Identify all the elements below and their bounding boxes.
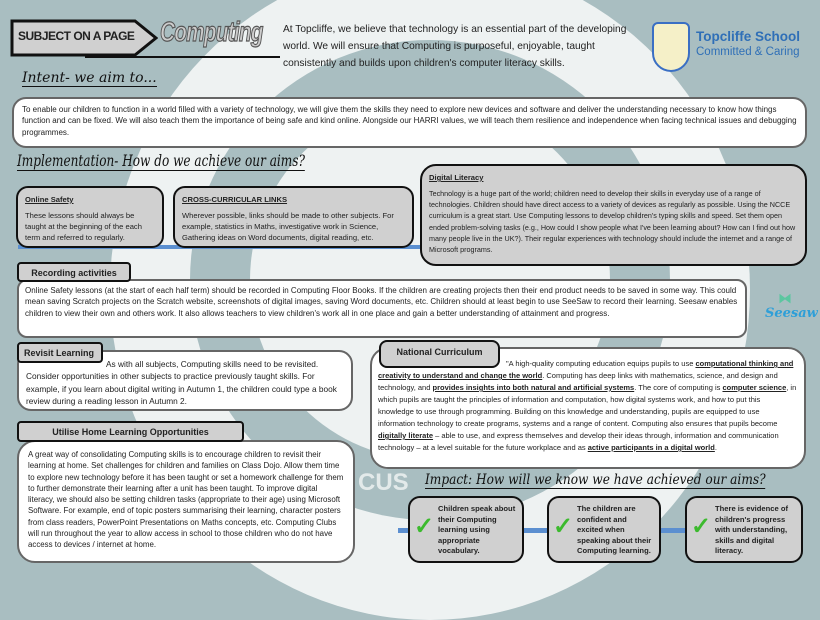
- nc-text: . Computing has deep links with mathematics, science, and design and technology, and: [378, 371, 778, 392]
- nc-text: .: [714, 443, 717, 452]
- impact-heading: Impact: How will we know we have achieved our aims?: [425, 472, 766, 488]
- nc-text: , in which pupils are taught the principles of information and computation, how digital systems work, and how to put this knowledge to use through programming. Building on this knowledge and understanding, pupils are equipped to use information technology to create programs, systems and a range of content. Computing also ensures that pupils become: [378, 383, 797, 428]
- online-safety-title: Online Safety: [25, 195, 74, 204]
- cross-curricular-text: Wherever possible, links should be made to other subjects. For example, statistics in Maths, investigative work in Science, Gathering ideas on Word documents, digital reading, etc.: [182, 211, 394, 242]
- check-icon: ✓: [414, 513, 435, 540]
- nc-highlight: digitally literate: [378, 431, 434, 440]
- online-safety-card: [16, 186, 164, 248]
- school-motto: Committed & Caring: [696, 46, 800, 58]
- watermark: CUS: [358, 469, 409, 496]
- digital-literacy-title: Digital Literacy: [429, 173, 484, 182]
- subject-underline: [85, 56, 280, 58]
- cross-curricular-card: [173, 186, 414, 248]
- intent-heading: Intent- we aim to...: [22, 70, 157, 86]
- intro-text: At Topcliffe, we believe that technology is an essential part of the developing world. We will ensure that Computing is purposeful, enjoyable, taught consistently and builds upon children's computer literacy skills.: [283, 24, 627, 69]
- nc-text: "A high-quality computing education equips pupils to use: [506, 359, 696, 368]
- implementation-heading: Implementation- How do we achieve our aims?: [17, 152, 305, 170]
- intent-box: To enable our children to function in a world filled with a variety of technology, we will give them the skills they need to explore new devices and software and deliver the understanding necessary to know how things function and can be fixed. We will also teach them the importance of being safe and kind online. Alongside our HARRI values, we will teach them resilience and independence when facing technical issues and debugging programmes.: [12, 97, 807, 148]
- national-curriculum-tab: National Curriculum: [379, 340, 500, 368]
- online-safety-text: These lessons should always be taught at the beginning of the each term and referred to regularly.: [25, 211, 142, 242]
- nc-highlight: computational thinking and creativity to understand and change the world: [378, 359, 794, 380]
- digital-literacy-card: [420, 164, 807, 266]
- revisit-text: As with all subjects, Computing skills need to be revisited. Consider opportunities in other subjects to practice previously taught skills. For example, if you learn about digital writing in Autumn 1, the children could type a book review during a reading lesson in Autumn 2.: [26, 359, 337, 407]
- school-name: Topcliffe School: [696, 29, 800, 44]
- watermark: REMEMBER: [296, 156, 413, 178]
- seesaw-logo-text: Seesaw: [765, 306, 818, 321]
- impact-card: [685, 496, 803, 563]
- check-icon: ✓: [691, 513, 712, 540]
- impact-text: There is evidence of children's progress with understanding, skills and digital literacy.: [715, 504, 789, 555]
- seesaw-logo-icon: ⧓: [778, 290, 792, 306]
- subject-title: Computing: [160, 16, 263, 47]
- impact-text: The children are confident and excited when speaking about their Computing learning.: [577, 504, 652, 555]
- digital-literacy-text: Technology is a huge part of the world; children need to develop their skills in everyday use of a range of technologies. Children should have direct access to a variety of devices as regularly as possible. Using the NCCE curriculum is a great start. Use Computing lessons to develop children's typing skills and speed. Set them open ended problem-solving tasks (e.g., How could I show people what I've been learning about? How can I find out how many people live in the UK?). Their regular experiences with technology should include the internet and a range of Microsoft programs.: [429, 189, 796, 255]
- subject-badge-label: SUBJECT ON A PAGE: [18, 29, 135, 43]
- impact-card: [408, 496, 524, 563]
- cross-curricular-title: CROSS-CURRICULAR LINKS: [182, 195, 288, 204]
- nc-highlight: active participants in a digital world: [587, 443, 715, 452]
- check-icon: ✓: [553, 513, 574, 540]
- school-logo: [652, 22, 690, 72]
- recording-tab: Recording activities: [17, 262, 131, 282]
- nc-highlight: provides insights into both natural and artificial systems: [432, 383, 635, 392]
- recording-box: Online Safety lessons (at the start of each half term) should be recorded in Computing Floor Books. If the children are creating projects then their end product needs to be saved in some way. This could mean saving Scratch projects on the Scratch website, screenshots of digital images, saving Word documents, etc. Children should at least begin to use SeeSaw to record their learning. Seesaw enables children to view their own and others work. It also allows teachers to view children's work all in one place and gain a better understanding of attainment and progress.: [17, 279, 747, 338]
- impact-card: [547, 496, 661, 563]
- home-learning-tab: Utilise Home Learning Opportunities: [17, 421, 244, 442]
- home-learning-box: A great way of consolidating Computing skills is to encourage children to revisit their learning at home. Set challenges for children and families on Class Dojo. Allow them time to explore new technology before it has been taught or set a homework challenge for them to further demonstrate their learning after a unit has been taught. To improve digital literacy, we should also be setting children tasks (appropriate to their age) using Microsoft Software. For example, end of topic posters summarising their learning, character posters from class readers, PowerPoint Presentations on Maths concepts, etc. Computing Clubs will run throughout the year to allow access in school to those children who do not have access to devices / internet at home.: [17, 440, 355, 563]
- nc-text: . The core of computing is: [634, 383, 723, 392]
- impact-text: Children speak about their Computing learning using appropriate vocabulary.: [438, 504, 516, 555]
- revisit-tab: Revisit Learning: [17, 342, 103, 363]
- nc-text: – able to use, and express themselves and develop their ideas through, information and communication technology – at a level suitable for the future workplace and as: [378, 431, 779, 452]
- nc-highlight: computer science: [722, 383, 787, 392]
